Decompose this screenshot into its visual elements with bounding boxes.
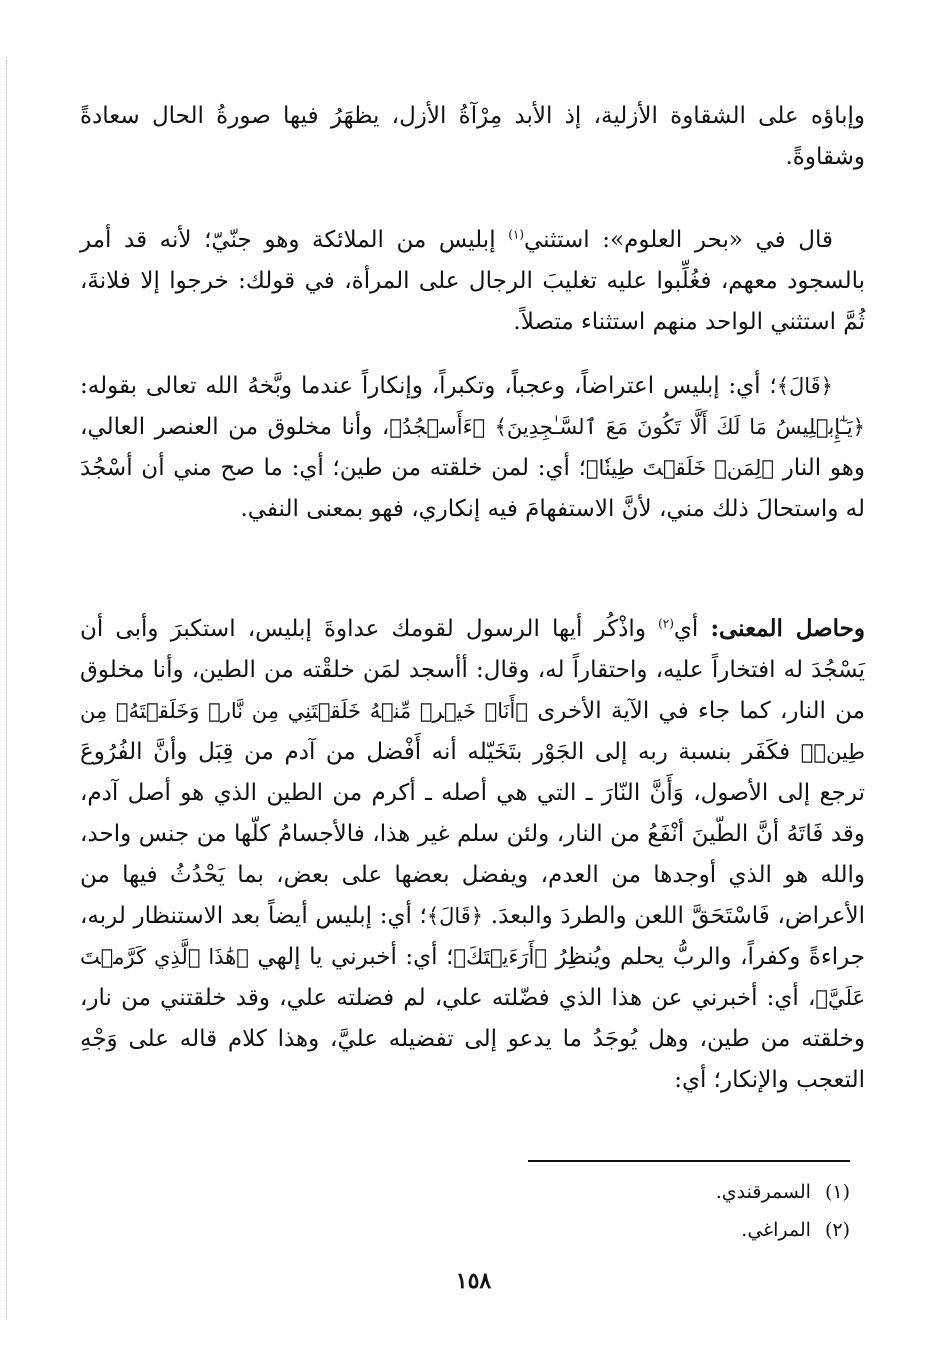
section-lead-heading: وحاصل المعنى: — [710, 615, 865, 642]
quran-quote: ﴿لِمَنۡ خَلَقۡتَ طِينٗا﴾ — [585, 456, 774, 480]
paragraph-3 — [80, 366, 865, 530]
page-number: ١٥٨ — [455, 1268, 492, 1294]
paragraph-4 — [80, 608, 865, 1101]
paragraph-4-text-1: واذْكُر أيها الرسول لقومك عداوةَ إبليس، استكبرَ وأبى أن يَسْجُدَ له افتخاراً عليه، واحتقاراً له، وقال: أأسجد لمَن خلقْته من الطين، وأنا مخلوق من النار، كما جاء في الآية الأخرى — [80, 616, 866, 724]
paragraph-4-text-3: ؛ أي: إبليس أيضاً بعد الاستنظار لربه، جراءةً وكفراً، والربُّ يحلم ويُنظِرُ — [80, 903, 866, 970]
paragraph-1 — [80, 96, 865, 178]
paragraph-4-text-5: ، أي: أخبرني عن هذا الذي فضّلته علي، لم فضلته علي، وقد خلقتني من نار، وخلقته من طين، وهل يُوجَدُ ما يدعو إلى تفضيله عليَّ، وهذا كلام قاله على وَجْهِ التعجب والإنكار؛ أي: — [80, 985, 865, 1093]
paragraph-2 — [80, 220, 865, 343]
paragraph-4-text-0: أي — [673, 616, 711, 642]
paragraph-3-text-1: ؛ أي: إبليس اعتراضاً، وعجباً، وتكبراً، وإنكاراً عندما وبَّخهُ الله تعالى بقوله: — [80, 373, 777, 399]
footnote-number: (١) — [824, 1181, 850, 1203]
quran-quote: ﴿أَنَا۠ خَيۡرٞ مِّنۡهُ خَلَقۡتَنِي مِن نَّارٖ وَخَلَقۡتَهُۥ مِن طِينٖ﴾ — [80, 699, 865, 764]
footnote-2 — [741, 1216, 850, 1244]
footnote-text: المراغي. — [741, 1219, 811, 1241]
paragraph-4-text-4: ؛ أي: أخبرني يا إلهي — [248, 944, 454, 970]
paragraph-3-text-4: ؛ أي: لمن خلقته من طين؛ أي: ما صح مني أن أسْجُدَ له واستحالَ ذلك مني، لأنَّ الاستفهامَ فيه إنكاري، فهو بمعنى النفي. — [80, 455, 865, 522]
quran-quote: ﴿قَالَ﴾ — [426, 904, 484, 928]
footnote-1 — [716, 1178, 850, 1206]
paragraph-4-text-2: فكَفَر بنسبة ربه إلى الجَوْر بتَخَيّله أنه أَفْضل من آدم من قِبَل وأنَّ الفُرُوعَ ترجع إلى الأصول، وَأَنَّ النّارَ ـ التي هي أصله ـ أكرم من الطين الذي هو أصل آدم، وقد فَاتَهُ أنَّ الطّينَ أنْفَعُ من النار، ولئن سلم غير هذا، فالأجسامُ كلّها من جنس واحد، والله هو الذي أوجدها من العدم، ويفضل بعضها على بعض، بما يَحْدُثُ فيها من الأعراض، فَاسْتَحَقَّ اللعن والطردَ والبعدَ. — [80, 739, 865, 929]
footnote-marker-2[interactable]: (٢) — [658, 616, 674, 631]
paragraph-2-text-a: قال في «بحر العلوم»: استثني — [524, 227, 833, 253]
quran-quote: ﴿هَٰذَا ٱلَّذِي كَرَّمۡتَ عَلَيَّ﴾ — [80, 945, 865, 1010]
paragraph-3-text-3: ، وأنا مخلوق من العنصر العالي، وهو النار — [80, 414, 865, 481]
footnote-marker-1[interactable]: (١) — [508, 227, 525, 242]
quran-quote: ﴿قَالَ﴾ — [776, 374, 833, 398]
paragraph-3-text-2 — [485, 414, 495, 440]
page-edge-divider — [6, 60, 7, 1320]
footnote-text: السمرقندي. — [715, 1181, 811, 1203]
footnote-separator — [528, 1160, 850, 1162]
footnote-number: (٢) — [824, 1219, 850, 1241]
paragraph-1-text: وإباؤه على الشقاوة الأزلية، إذ الأبد مِرْآةُ الأزل، يظهَرُ فيها صورةُ الحال سعادةً وشقاوةً. — [80, 103, 865, 170]
quran-quote: ﴿يَـٰٓإِبۡلِيسُ مَا لَكَ أَلَّا تَكُونَ مَعَ ٱلسَّـٰجِدِينَ﴾ — [494, 415, 865, 439]
quran-quote: ﴿أَرَءَيۡتَكَ﴾ — [453, 945, 547, 969]
quran-quote: ﴿ءَأَسۡجُدُ﴾ — [389, 415, 486, 439]
paragraph-2-text-b: إبليس من الملائكة وهو جنّيّ؛ لأنه قد أمر بالسجود معهم، فغُلِّبوا عليه تغليبَ الرجال على المرأة، في قولك: خرجوا إلا فلانةَ، ثُمَّ استثني الواحد منهم استثناء متصلاً. — [80, 227, 865, 335]
